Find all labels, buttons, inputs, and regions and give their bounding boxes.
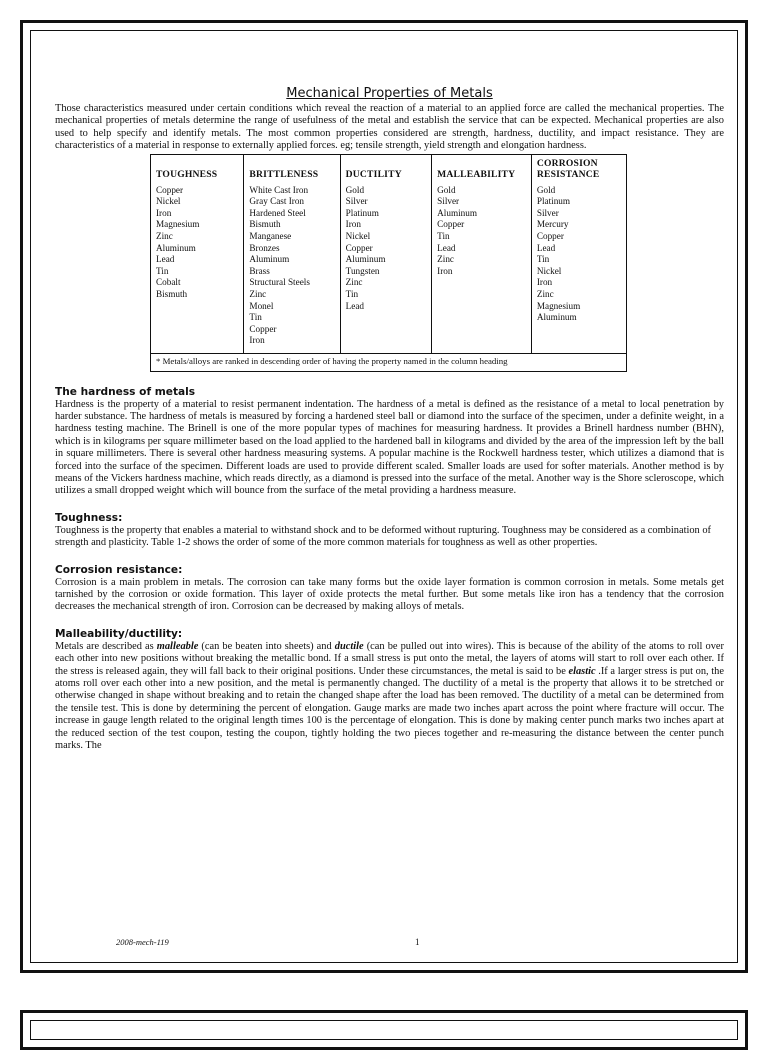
hardness-paragraph: Hardness is the property of a material to resist permanent indentation. The hardness of a metal is defined as the resistance of a metal to local penetration by harder substance. The hardness of metals is measured by forcing a hardened steel ball or diamond into the surface of the specimen, under a definite weight, in a hardness testing machine. The Brinell is one of the more popular types of machines for measuring hardness. It provides a Brinell hardness number (BHN), which is in kilograms per square millimeter based on the load applied to the hardened ball in kilograms and divided by the area of the impression left by the ball in square millimeters. There is several other hardness measuring systems. A popular machine is the Rockwell hardness tester, which utilizes a diamond that is forced into the surface of the specimen. Different loads are used to provide different scaled. Smaller loads are used for softer materials. Another method is by means of the Vickers hardness machine, which reads directly, as a diamond is pressed into the surface of the metal. Another way is the Shore scleroscope, which utilizes a small dropped weight which will bounce from the surface of the metal providing a hardness measure. bbox=[55, 398, 724, 497]
table-item: Aluminum bbox=[437, 207, 477, 218]
table-item: Mercury bbox=[536, 219, 569, 230]
table-item: Iron bbox=[536, 277, 553, 288]
table-note-row bbox=[151, 353, 627, 371]
table-item: Copper bbox=[249, 323, 277, 334]
table-column-cell bbox=[151, 183, 244, 354]
table-item: Lead bbox=[156, 254, 175, 265]
table-item: Iron bbox=[156, 207, 172, 218]
footer-page-number: 1 bbox=[415, 937, 420, 947]
table-item: Bismuth bbox=[156, 288, 188, 299]
table-item: Silver bbox=[437, 196, 460, 207]
table-item: Structural Steels bbox=[249, 277, 310, 288]
corrosion-paragraph: Corrosion is a main problem in metals. The corrosion can take many forms but the oxide layer formation is common corrosion in metals. Some metals get tarnished by the corrosion or oxide formation. This layer of oxide protects the metal further. But some metals like iron has a tendency that the corrosion decreases the mechanical strength of iron. Corrosion can be decreased by making alloys of metals. bbox=[55, 576, 724, 613]
table-item: Copper bbox=[536, 231, 564, 241]
table-item: Hardened Steel bbox=[249, 207, 306, 218]
malleability-text-2: (can be beaten into sheets) and bbox=[198, 640, 335, 652]
table-item: Brass bbox=[249, 265, 270, 276]
table-item: Nickel bbox=[156, 196, 181, 207]
table-item: Zinc bbox=[437, 254, 454, 265]
properties-table bbox=[150, 154, 627, 372]
table-item: Tin bbox=[249, 312, 262, 323]
table-item: Nickel bbox=[536, 265, 562, 276]
document-title: Mechanical Properties of Metals bbox=[286, 86, 493, 101]
table-item: Gold bbox=[437, 184, 456, 195]
table-item: Lead bbox=[437, 242, 456, 253]
table-item: Zinc bbox=[249, 288, 267, 299]
table-item: Aluminum bbox=[249, 254, 290, 265]
next-page-border-inner bbox=[30, 1020, 738, 1040]
toughness-paragraph: Toughness is the property that enables a material to withstand shock and to be deformed without rupturing. Toughness may be considered as a combination of strength and plasticity. Table 1-2 shows the order of some of the more common materials for toughness as well as other properties. bbox=[55, 524, 711, 549]
table-item: Nickel bbox=[345, 231, 371, 241]
malleable-term: malleable bbox=[156, 640, 199, 652]
table-item: Magnesium bbox=[536, 300, 581, 311]
malleability-text-1: Metals are described as bbox=[55, 640, 157, 652]
table-header-cell: CORROSION RESISTANCE bbox=[531, 154, 626, 183]
intro-paragraph: Those characteristics measured under certain conditions which reveal the reaction of a material to an applied force are called the mechanical properties. The mechanical properties of metals determine the range of usefulness of the metal and establish the service that can be expected. Mechanical properties are also used to help specify and identify metals. The most common properties considered are strength, hardness, ductility, and impact resistance. They are characteristics of a material in response to externally applied forces. eg; tensile strength, yield strength and elongation hardness. bbox=[55, 103, 724, 152]
malleability-text-3: (can be pulled out into wires). This is because of the ability of the atoms to roll over each other into new positions without breaking the metallic bond. If a small stress is put onto the metal, the layers of atoms will start to roll over each other. If the stress is released again, they will fall back to their original positions. Under these circumstances, the metal is said to be bbox=[55, 640, 724, 677]
table-item: Copper bbox=[345, 242, 373, 253]
footer-document-code: 2008-mech-119 bbox=[116, 937, 169, 947]
corrosion-heading: Corrosion resistance: bbox=[55, 563, 183, 576]
table-item: Aluminum bbox=[156, 242, 196, 253]
table-item: Aluminum bbox=[345, 254, 386, 265]
table-item: Gray Cast Iron bbox=[249, 196, 305, 207]
table-item: Zinc bbox=[156, 231, 173, 241]
table-note: * Metals/alloys are ranked in descending order of having the property named in the column heading bbox=[151, 353, 627, 371]
table-item: Bismuth bbox=[249, 219, 281, 230]
table-item: Silver bbox=[345, 196, 368, 207]
table-item: Gold bbox=[536, 184, 556, 195]
table-item: Tungsten bbox=[345, 265, 380, 276]
table-column-cell bbox=[340, 183, 432, 354]
table-item: Zinc bbox=[345, 277, 363, 288]
table-item: Lead bbox=[536, 242, 556, 253]
table-item: Tin bbox=[536, 254, 550, 265]
table-item: Iron bbox=[437, 265, 453, 276]
table-item: Aluminum bbox=[536, 312, 577, 323]
table-item: Copper bbox=[156, 184, 184, 195]
table-item: Iron bbox=[345, 219, 361, 230]
table-item: Zinc bbox=[536, 288, 554, 299]
table-item: Tin bbox=[345, 288, 359, 299]
table-column-cell bbox=[244, 183, 340, 354]
malleability-paragraph bbox=[55, 641, 724, 753]
ductile-term: ductile bbox=[334, 640, 364, 652]
table-item: Tin bbox=[437, 231, 450, 241]
table-item: Gold bbox=[345, 184, 365, 195]
table-header-cell: DUCTILITY bbox=[340, 154, 432, 183]
hardness-heading: The hardness of metals bbox=[55, 385, 196, 398]
malleability-heading: Malleability/ductility: bbox=[55, 627, 183, 640]
table-column-cell bbox=[531, 183, 626, 354]
table-header-cell: BRITTLENESS bbox=[244, 154, 340, 183]
table-header-row bbox=[151, 154, 627, 183]
table-item: Tin bbox=[156, 265, 169, 276]
malleability-text-4: .If a larger stress is put on, the atoms roll over each other into a new position, and the metal is permanently changed. The ductility of a metal is the property that allows it to be stretched or otherwise changed in shape without breaking and to retain the changed shape after the load has been removed. The ductility of a metal can be determined from the tensile test. This is done by determining the percent of elongation. Gauge marks are made two inches apart across the point where fracture will occur. The increase in gauge length related to the original length times 100 is the percentage of elongation. This is done by making center punch marks two inches apart at the reduced section of the test coupon, testing the coupon, tightly holding the two pieces together and re-measuring the distance between the center punch marks. The bbox=[55, 665, 724, 752]
table-item: Lead bbox=[345, 300, 365, 311]
toughness-heading: Toughness: bbox=[55, 511, 123, 524]
table-item: Platinum bbox=[345, 207, 379, 218]
table-item: White Cast Iron bbox=[249, 184, 309, 195]
document-body bbox=[55, 86, 724, 752]
table-item: Copper bbox=[437, 219, 465, 230]
table-column-cell bbox=[432, 183, 532, 354]
table-item: Magnesium bbox=[156, 219, 200, 230]
table-header-cell: TOUGHNESS bbox=[156, 168, 218, 180]
elastic-term: elastic bbox=[568, 665, 596, 677]
table-item: Cobalt bbox=[156, 277, 181, 288]
table-item: Monel bbox=[249, 300, 274, 311]
next-page-border-outer bbox=[20, 1010, 748, 1050]
table-item: Bronzes bbox=[249, 242, 280, 253]
table-item: Silver bbox=[536, 207, 559, 218]
table-item: Platinum bbox=[536, 196, 571, 207]
table-body-row bbox=[151, 183, 627, 354]
table-item: Manganese bbox=[249, 231, 292, 241]
table-header-cell: MALLEABILITY bbox=[432, 154, 532, 183]
table-item: Iron bbox=[249, 335, 265, 346]
